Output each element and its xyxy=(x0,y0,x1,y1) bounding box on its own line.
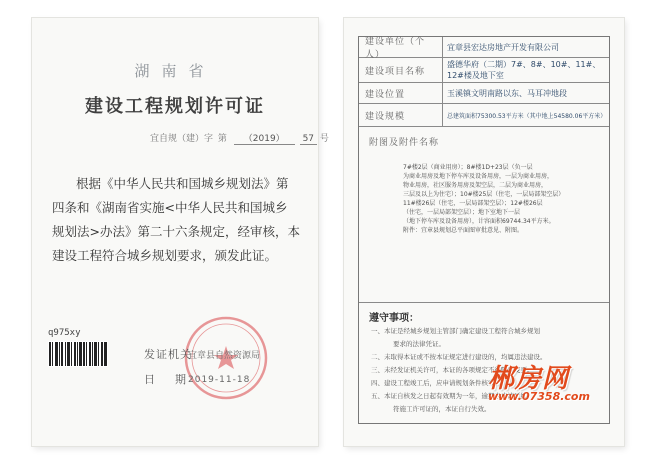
body-line: 规划法>办法》第二十六条规定，经审核，本 xyxy=(52,224,300,239)
doc-number-serial: 57 xyxy=(300,134,317,145)
row-value-project-name: 盛德华府（二期）7#、8#、10#、11#、12#楼及地下室 xyxy=(447,60,601,80)
row-value-scale: 总建筑面积75300.53平方米（其中地上54580.06平方米） xyxy=(447,112,607,120)
site-watermark xyxy=(488,358,638,414)
note-item: 三、未经发证机关许可，本证的各项规定不得随意变更。 xyxy=(371,366,534,374)
watermark-brand: 郴房网 xyxy=(488,364,570,394)
note-item: 二、未取得本证或不按本证规定进行建设的，均属违法建设。 xyxy=(371,353,547,361)
annex-line: 三层及以上为住宅）；10#楼25层（住宅，一层局部架空层） xyxy=(403,191,565,198)
note-item: 要求的法律凭证。 xyxy=(393,340,445,348)
date-label: 日期 xyxy=(144,373,206,386)
barcode-text: q975xy xyxy=(48,328,81,338)
issuer-label: 发证机关 xyxy=(144,348,192,361)
body-line: 四条和《湖南省实施<中华人民共和国城乡 xyxy=(52,200,288,215)
row-value-builder: 宜章县宏达房地产开发有限公司 xyxy=(447,42,559,52)
note-item: 一、本证是经城乡规划主管部门确定建设工程符合城乡规划 xyxy=(371,327,540,335)
permit-body-text xyxy=(52,172,312,268)
table-row xyxy=(359,37,609,58)
document-title: 建设工程规划许可证 xyxy=(85,96,265,117)
note-item: 符施工许可证的，本证自行失效。 xyxy=(393,405,491,413)
row-label-scale: 建设规模 xyxy=(359,104,443,126)
annex-line: 附件：宜章县规划总平面图审批意见、附图。 xyxy=(403,227,524,234)
issue-date: 2019-11-18 xyxy=(188,375,251,385)
annex-text xyxy=(403,163,595,235)
table-row xyxy=(359,58,609,83)
watermark-url: www.07358.com xyxy=(488,390,590,403)
row-value-location: 玉溪镇文明南路以东、马耳冲地段 xyxy=(447,88,567,98)
annex-line: 11#楼26层（住宅，一层局部架空层）；12#楼26层 xyxy=(403,200,543,207)
province-heading: 湖南省 xyxy=(134,62,216,80)
body-line: 根据《中华人民共和国城乡规划法》第 xyxy=(76,176,289,191)
row-label-project-name: 建设项目名称 xyxy=(359,58,443,82)
annex-line: 7#楼2层（商业用房）；8#楼1D+23层（负一层 xyxy=(403,164,533,171)
notes-title: 遵守事项： xyxy=(369,313,419,324)
doc-number-year: （2019） xyxy=(234,134,295,145)
annex-line: （地下停车库及设备用房），计容面积69744.34平方米。 xyxy=(403,218,555,225)
note-item: 五、本证自核发之日起有效期为一年，逾期未申请延续 xyxy=(371,392,527,400)
table-row xyxy=(359,83,609,104)
issuer-name: 宜章县自然资源局 xyxy=(188,351,261,361)
annex-section xyxy=(359,127,609,303)
document-number xyxy=(150,131,329,144)
annex-line: 为商业用房及地下停车库及设备用房，一层为商业用房， xyxy=(403,173,554,180)
barcode-block xyxy=(48,328,144,367)
annex-line: 物业用房，社区服务用房及架空层，二层为商业用房， xyxy=(403,182,548,189)
note-item: 四、建设工程竣工后，应申请规划条件核实。 xyxy=(371,379,501,387)
row-label-builder: 建设单位（个人） xyxy=(359,37,443,57)
barcode-icon xyxy=(48,341,108,367)
annex-label: 附图及附件名称 xyxy=(369,138,440,148)
annex-line: （住宅，一层局部架空层）；地下室地下一层 xyxy=(403,209,521,216)
doc-number-hao: 号 xyxy=(319,134,329,144)
doc-number-prefix: 宜自规（建）字 xyxy=(150,134,214,144)
row-label-location: 建设位置 xyxy=(359,83,443,103)
doc-number-di: 第 xyxy=(217,134,227,144)
permit-cover-page xyxy=(32,18,329,446)
body-line: 建设工程符合城乡规划要求，颁发此证。 xyxy=(52,248,278,263)
table-row xyxy=(359,104,609,127)
